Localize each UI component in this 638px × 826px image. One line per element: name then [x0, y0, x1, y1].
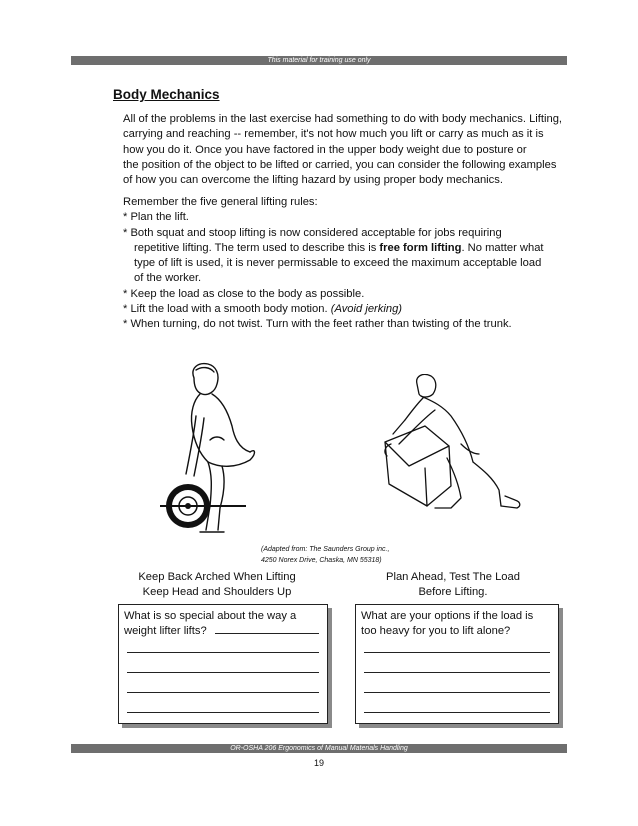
rule-5: * When turning, do not twist. Turn with the feet rather than twisting of the trunk.	[123, 318, 512, 331]
credit-line: 4250 Norex Drive, Chaska, MN 55318)	[261, 556, 382, 564]
caption-weight-lifter	[118, 570, 316, 600]
rule-2-line-3: type of lift is used, it is never permissable to exceed the maximum acceptable load	[134, 257, 542, 270]
question-line: weight lifter lifts?	[124, 625, 207, 637]
section-heading: Body Mechanics	[113, 87, 220, 102]
intro-line: carrying and reaching -- remember, it's not how much you lift or carry as much as it is	[123, 128, 544, 141]
answer-line[interactable]	[127, 712, 319, 713]
caption-line: Keep Back Arched When Lifting	[138, 571, 296, 583]
question-line: too heavy for you to lift alone?	[361, 625, 511, 637]
free-form-lifting-term: free form lifting	[379, 241, 462, 254]
rule-3: * Keep the load as close to the body as possible.	[123, 287, 365, 300]
caption-line: Keep Head and Shoulders Up	[142, 586, 292, 598]
footer-band: OR-OSHA 206 Ergonomics of Manual Materials Handling	[71, 744, 567, 753]
rules-intro: Remember the five general lifting rules:	[123, 196, 318, 208]
rule-2-line-4: of the worker.	[134, 272, 202, 285]
answer-line[interactable]	[364, 672, 550, 673]
question-line: What are your options if the load is	[361, 610, 534, 622]
rule-1: * Plan the lift.	[123, 211, 189, 224]
rule-2-line-1: * Both squat and stoop lifting is now considered acceptable for jobs requiring	[123, 226, 502, 239]
rule-2-line-2: repetitive lifting. The term used to describe this is free form lifting. No matter what	[134, 241, 544, 254]
answer-line[interactable]	[215, 633, 319, 634]
rule-2	[123, 226, 593, 287]
answer-line[interactable]	[127, 692, 319, 693]
intro-line: of how you can overcome the lifting hazard by using proper body mechanics.	[123, 174, 503, 187]
caption-line: Plan Ahead, Test The Load	[386, 571, 520, 583]
avoid-jerking-note: (Avoid jerking)	[330, 303, 403, 316]
question-box-heavy-load	[355, 604, 559, 724]
question-text	[361, 609, 556, 639]
answer-line[interactable]	[127, 672, 319, 673]
answer-line[interactable]	[127, 652, 319, 653]
header-band: This material for training use only	[71, 56, 567, 65]
question-line: What is so special about the way a	[124, 610, 297, 622]
answer-line[interactable]	[364, 712, 550, 713]
page-number: 19	[313, 758, 324, 768]
intro-line: how you do it. Once you have factored in the upper body weight due to posture or	[123, 143, 527, 156]
question-text	[124, 609, 319, 639]
caption-line: Before Lifting.	[418, 586, 488, 598]
intro-paragraph	[123, 112, 593, 188]
intro-line: the position of the object to be lifted or carried, you can consider the following examples	[123, 158, 557, 171]
kneeling-lifter-illustration	[365, 374, 525, 519]
credit-line: (Adapted from: The Saunders Group inc.,	[261, 546, 390, 553]
rule-4: * Lift the load with a smooth body motion. (Avoid jerking)	[123, 303, 403, 316]
question-box-weight-lifter	[118, 604, 328, 724]
caption-kneeling-lifter	[357, 570, 549, 600]
lifting-rules	[123, 195, 593, 333]
answer-line[interactable]	[364, 652, 550, 653]
intro-line: All of the problems in the last exercise had something to do with body mechanics. Lifting,	[123, 113, 563, 125]
weight-lifter-illustration	[150, 356, 280, 536]
answer-line[interactable]	[364, 692, 550, 693]
illustration-credit	[261, 545, 389, 566]
